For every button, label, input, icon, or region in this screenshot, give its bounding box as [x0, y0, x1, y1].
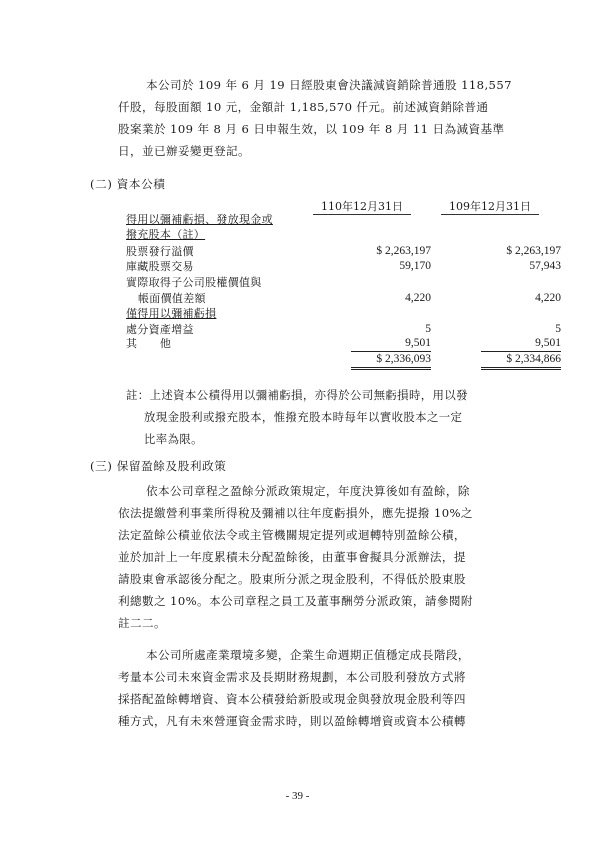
row-label: 股票發行溢價: [126, 245, 194, 258]
value-2020: 5: [555, 323, 561, 335]
row-label: 其 他: [126, 337, 172, 350]
intro-paragraph: [118, 74, 538, 162]
note-line: 比率為限。: [144, 432, 203, 446]
row-label: 庫藏股票交易: [126, 260, 194, 273]
paragraph-line: 種方式，凡有未來營運資金需求時，則以盈餘轉增資或資本公積轉: [118, 714, 466, 728]
paragraph-line: 法定盈餘公積並依法令或主管機關規定提列或迴轉特別盈餘公積，: [118, 528, 466, 542]
row-label: 僅得用以彌補虧損: [126, 307, 217, 320]
table-row: [126, 336, 561, 351]
column-header-2020: 109年12月31日: [449, 200, 531, 213]
paragraph-line: 並於加計上一年度累積未分配盈餘後，由董事會擬具分派辦法，提: [118, 550, 466, 564]
paragraph-line: 採搭配盈餘轉增資、資本公積發給新股或現金與發放現金股利等四: [118, 692, 466, 706]
table-row: [126, 212, 536, 227]
row-label: 撥充股本（註）: [126, 228, 206, 241]
value-2020: 4,220: [535, 292, 561, 304]
table-row: [126, 275, 536, 290]
table-row: [126, 227, 536, 242]
paragraph-line: 請股東會承認後分配之。股東所分派之現金股利，不得低於股東股: [118, 572, 466, 586]
value-2021: $ 2,263,197: [376, 245, 431, 257]
row-label: 帳面價值差額: [138, 292, 206, 305]
value-2021: 9,501: [351, 336, 431, 352]
paragraph-line: 股案業於 109 年 8 月 6 日申報生效，以 109 年 8 月 11 日為減資基準: [118, 122, 505, 136]
paragraph-line: 利總數之 10%。本公司章程之員工及董事酬勞分派政策，請參閱附: [118, 594, 473, 608]
column-header-2021: 110年12月31日: [321, 200, 403, 213]
paragraph-line: 依本公司章程之盈餘分派政策規定，年度決算後如有盈餘，除: [146, 484, 470, 498]
dividend-policy-paragraph: [118, 480, 538, 634]
value-2020: 57,943: [529, 260, 561, 272]
total-2020: $ 2,334,866: [481, 352, 561, 370]
paragraph-line: 日，並已辦妥變更登記。: [118, 144, 250, 158]
dividend-method-paragraph: [118, 644, 538, 732]
table-row: [126, 322, 561, 337]
table-row: [126, 259, 561, 274]
value-2021: 59,170: [399, 260, 431, 272]
section-heading-capital-surplus: (二) 資本公積: [90, 177, 166, 191]
value-2021: 4,220: [405, 292, 431, 304]
section-heading-retained-earnings: (三) 保留盈餘及股利政策: [90, 459, 227, 473]
row-label: 得用以彌補虧損、發放現金或: [126, 213, 273, 226]
total-2021: $ 2,336,093: [351, 352, 431, 370]
value-2021: 5: [425, 323, 431, 335]
paragraph-line: 仟股，每股面額 10 元，金額計 1,185,570 仟元。前述減資銷除普通: [118, 100, 489, 114]
row-label: 處分資產增益: [126, 323, 194, 336]
note-line: 註：上述資本公積得用以彌補虧損，亦得於公司無虧損時，用以發: [126, 388, 468, 402]
table-row: [126, 306, 536, 321]
paragraph-line: 依法提繳營利事業所得稅及彌補以往年度虧損外，應先提撥 10%之: [118, 506, 473, 520]
table-row: [126, 244, 561, 259]
paragraph-line: 考量本公司未來資金需求及長期財務規劃，本公司股利發放方式將: [118, 670, 466, 684]
table-row: [126, 291, 561, 306]
page-number: - 39 -: [285, 790, 310, 802]
value-2020: 9,501: [481, 336, 561, 352]
value-2020: $ 2,263,197: [506, 245, 561, 257]
note-line: 放現金股利或撥充股本，惟撥充股本時每年以實收股本之一定: [144, 410, 463, 424]
paragraph-line: 註二二。: [118, 616, 166, 630]
paragraph-line: 本公司所處產業環境多變，企業生命週期正值穩定成長階段，: [146, 648, 470, 662]
table-footnote: [126, 384, 538, 450]
table-row-total: [126, 352, 561, 367]
paragraph-line: 本公司於 109 年 6 月 19 日經股東會決議減資銷除普通股 118,557: [146, 78, 512, 92]
row-label: 實際取得子公司股權價值與: [126, 276, 262, 289]
